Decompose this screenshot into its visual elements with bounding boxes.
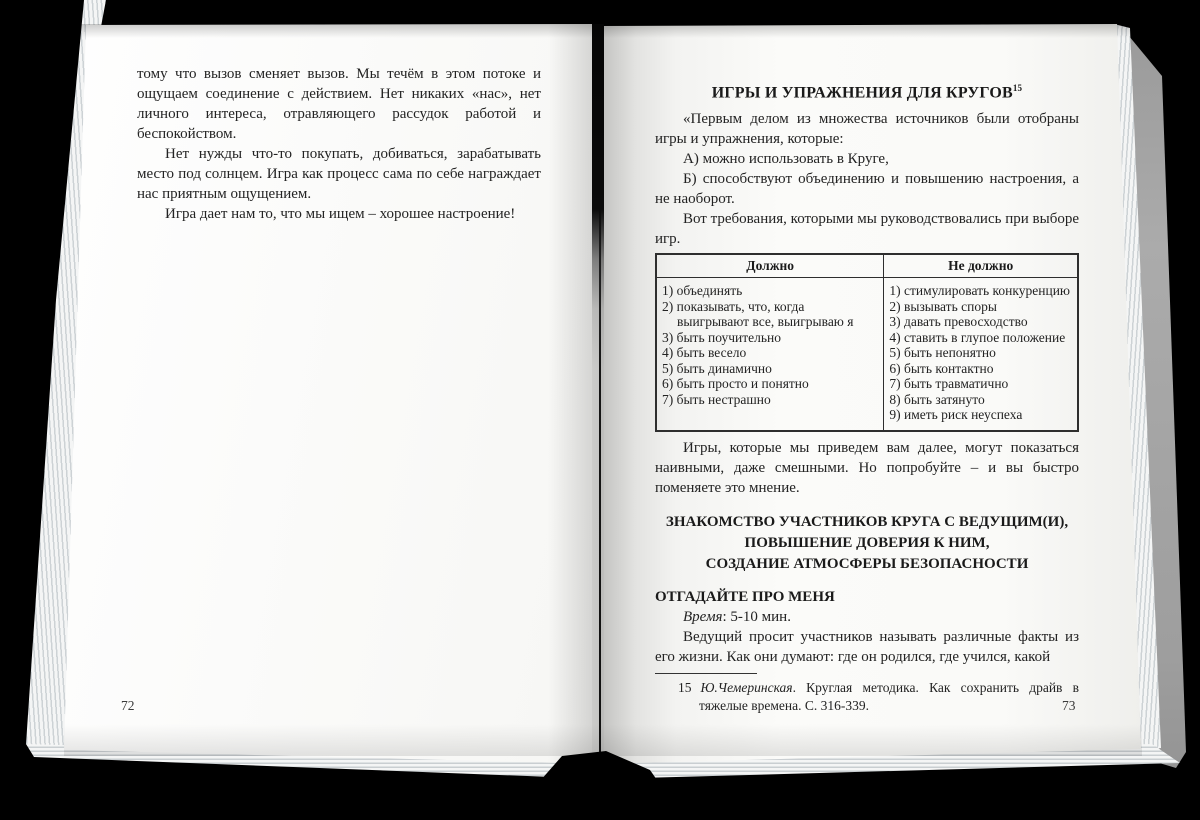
footnote-author: Ю.Чемеринская — [700, 679, 793, 695]
footnote-text: . Круглая методика. Как сохранить драйв в тяжелые времена. С. 316-339. — [699, 679, 1079, 713]
time-value: : 5-10 мин. — [722, 608, 791, 625]
table-item: 1) стимулировать конкуренцию — [889, 283, 1071, 299]
table-item: 6) быть контактно — [889, 360, 994, 376]
table-item: 6) быть просто и понятно — [662, 376, 809, 392]
table-item: 7) быть нестрашно — [662, 391, 771, 407]
chapter-title-text: ИГРЫ И УПРАЖНЕНИЯ ДЛЯ КРУГОВ — [711, 84, 1013, 102]
table-item: 2) показывать, что, когда выигрывают все, выигрываю я — [662, 298, 854, 330]
table-item: 4) ставить в глупое положение — [889, 329, 1066, 345]
page-number-left: 72 — [121, 698, 135, 713]
table-item: 1) объединять — [662, 283, 743, 299]
section-heading-line: ЗНАКОМСТВО УЧАСТНИКОВ КРУГА С ВЕДУЩИМ(И), — [665, 513, 1069, 530]
table-item: 5) быть непонятно — [889, 345, 996, 361]
section-heading — [655, 512, 1079, 575]
table-cell-should-not — [884, 278, 1078, 431]
right-page-text — [655, 78, 1079, 715]
page-number-right: 73 — [1062, 698, 1076, 713]
table-item: 5) быть динамично — [662, 360, 772, 376]
intro-paragraph: «Первым делом из множества источников были отобраны игры и упражнения, которые: — [655, 111, 1079, 148]
table-item: 3) давать превосходство — [889, 314, 1028, 330]
paragraph: Игра дает нам то, что мы ищем – хорошее настроение! — [165, 206, 516, 222]
footnote-ref: 15 — [1012, 83, 1023, 93]
table-item: 3) быть поучительно — [662, 329, 781, 345]
table-header-should: Должно — [656, 254, 884, 278]
table-item: 4) быть весело — [662, 345, 747, 361]
paragraph: Нет нужды что-то покупать, добиваться, зарабатывать место под солнцем. Игра как процесс сама по себе награждает нас приятным ощущением. — [137, 146, 541, 202]
requirements-table — [655, 253, 1079, 432]
exercise-description: Ведущий просит участников называть различные факты из его жизни. Как они думают: где он родился, где учился, какой — [655, 628, 1079, 665]
exercise-time — [655, 607, 1079, 627]
section-heading-line: ПОВЫШЕНИЕ ДОВЕРИЯ К НИМ, — [744, 534, 990, 551]
table-header-should-not: Не должно — [884, 254, 1078, 278]
intro-paragraph: А) можно использовать в Круге, — [683, 151, 889, 168]
section-heading-line: СОЗДАНИЕ АТМОСФЕРЫ БЕЗОПАСНОСТИ — [705, 555, 1029, 572]
gutter-shadow — [592, 24, 604, 764]
time-label: Время — [683, 608, 723, 625]
chapter-title — [655, 78, 1079, 103]
footnote-divider — [655, 673, 757, 674]
intro-paragraph: Вот требования, которыми мы руководствовались при выборе игр. — [655, 211, 1079, 248]
table-cell-should — [656, 278, 884, 431]
table-item: 7) быть травматично — [889, 376, 1009, 392]
left-page-text — [137, 64, 541, 224]
footnote-number: 15 — [678, 679, 692, 695]
table-item: 9) иметь риск неуспеха — [889, 407, 1023, 423]
exercise-title: ОТГАДАЙТЕ ПРО МЕНЯ — [655, 588, 835, 605]
intro-paragraph: Б) способствуют объединению и повышению настроения, а не наоборот. — [655, 171, 1079, 208]
after-table-paragraph: Игры, которые мы приведем вам далее, могут показаться наивными, даже смешными. Но попробуйте – и вы быстро поменяете это мнение. — [655, 439, 1079, 496]
table-item: 2) вызывать споры — [889, 298, 997, 314]
table-item: 8) быть затянуто — [889, 391, 985, 407]
paragraph: тому что вызов сменяет вызов. Мы течём в этом потоке и ощущаем соединение с действием. Нет никаких «нас», нет личного интереса, отравляющего рассудок работой и беспокойством. — [137, 66, 541, 142]
footnote — [655, 679, 1079, 715]
